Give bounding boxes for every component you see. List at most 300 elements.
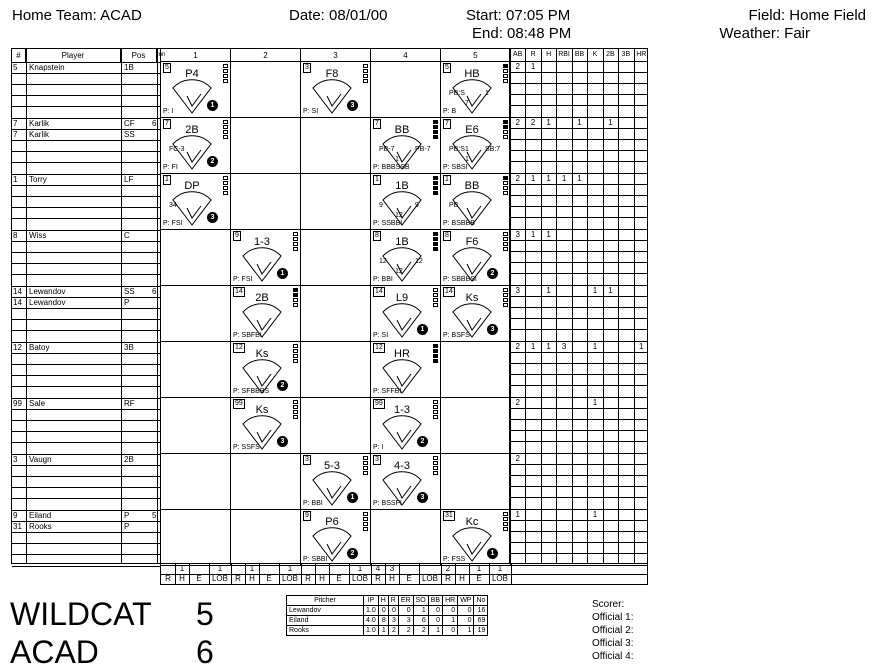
stat-value (634, 454, 649, 464)
stat-value (541, 62, 556, 72)
play-annotation: 1 (485, 90, 489, 97)
pitching-header-cell: IP (364, 596, 379, 606)
pitching-cell: Rooks (287, 626, 364, 636)
pitching-cell: Eiland (287, 616, 364, 626)
play-annotation: PB:S (449, 90, 465, 97)
stat-value: 1 (608, 286, 613, 295)
stat-value: 1 (546, 286, 551, 295)
batter-order-number: 7 (445, 120, 449, 127)
out-number-badge: 1 (347, 492, 358, 503)
play-result: Ks (255, 404, 269, 416)
pitching-cell: 3 (388, 616, 398, 626)
inning-header-4: 4 (371, 49, 441, 62)
player-sub-inning: 6 (152, 287, 157, 296)
stat-value (618, 230, 633, 240)
player-position: P (124, 522, 130, 531)
pitching-header-cell: No (474, 596, 488, 606)
official-1-label: Official 1: (592, 612, 634, 623)
stat-value (587, 62, 602, 72)
at-bat-entry[interactable] (441, 62, 511, 118)
stat-value (572, 230, 587, 240)
player-number: 1 (13, 175, 18, 184)
player-number: 14 (13, 287, 22, 296)
pitch-sequence: P: FSI (163, 220, 183, 227)
pitching-cell: 8 (378, 616, 388, 626)
weather-label: Weather: Fair (719, 25, 810, 42)
inning-total-value: 1 (249, 564, 255, 573)
stat-value (556, 398, 571, 408)
pitch-sequence: P: SBSI (443, 164, 468, 171)
at-bat-entry[interactable] (371, 286, 441, 342)
at-bat-entry[interactable] (371, 230, 441, 286)
pitching-row (287, 616, 488, 626)
at-bat-box[interactable] (231, 62, 301, 118)
stat-value (603, 342, 618, 352)
stat-value: 1 (561, 174, 567, 183)
stat-header: HR (636, 51, 647, 58)
stat-value: 1 (608, 118, 613, 127)
stat-value: 1 (546, 174, 551, 183)
at-bat-box[interactable] (231, 118, 301, 174)
stat-value (525, 398, 540, 408)
play-annotation: PB-7 (415, 146, 431, 153)
pitching-cell: 2 (388, 626, 398, 636)
play-annotation: PB:S1 (449, 146, 469, 153)
inning-total-label: H (459, 574, 465, 583)
official-3-label: Official 3: (592, 638, 634, 649)
pitching-cell: 4.0 (364, 616, 379, 626)
player-position: P (124, 511, 130, 520)
at-bat-box[interactable] (441, 398, 511, 454)
stat-value (634, 286, 649, 296)
inning-total-label: E (406, 574, 412, 583)
play-result: 5-3 (324, 460, 340, 472)
at-bat-box[interactable] (301, 286, 371, 342)
scorer-label: Scorer: (592, 599, 625, 610)
batter-order-number: 9 (305, 512, 309, 519)
inning-total-value (455, 564, 469, 574)
player-number: 7 (13, 130, 18, 139)
inning-total-value: 2 (445, 564, 451, 573)
at-bat-box[interactable] (301, 398, 371, 454)
inning-total-value (189, 564, 209, 574)
stat-value (556, 454, 571, 464)
bases-reached-indicator (433, 344, 439, 364)
at-bat-box[interactable] (161, 510, 231, 566)
pitch-sequence: P: SSBBI (373, 220, 403, 227)
at-bat-entry[interactable] (231, 230, 301, 286)
stat-value: 2 (515, 62, 520, 71)
inning-total-value: 1 (179, 564, 185, 573)
roster-header-inn: Inn (157, 52, 166, 58)
bases-reached-indicator (433, 456, 439, 476)
play-result: L9 (395, 292, 409, 304)
inning-total-label: LOB (421, 574, 438, 583)
batter-order-number: 1 (445, 176, 449, 183)
player-number: 7 (13, 119, 18, 128)
play-annotation: 9 (415, 202, 419, 209)
pitch-sequence: P: SSFS (233, 444, 260, 451)
inning-total-label: LOB (281, 574, 298, 583)
at-bat-box[interactable] (441, 342, 511, 398)
stat-value (618, 454, 633, 464)
stat-value (572, 510, 587, 520)
stat-value (603, 62, 618, 72)
stat-value: 1 (530, 62, 536, 71)
at-bat-entry[interactable] (161, 174, 231, 230)
stat-value (541, 398, 556, 408)
stat-value (556, 230, 571, 240)
inning-total-label: H (319, 574, 325, 583)
pitching-cell: 0 (428, 616, 442, 626)
player-position: 2B (124, 455, 134, 464)
at-bat-entry[interactable] (441, 174, 511, 230)
team1-name: WILDCAT (10, 596, 152, 632)
player-position: CF (124, 119, 135, 128)
play-result: E6 (465, 124, 479, 136)
stat-value (603, 398, 618, 408)
play-annotation: 12 (395, 212, 403, 219)
at-bat-entry[interactable] (301, 62, 371, 118)
pitching-row (287, 606, 488, 616)
pitching-cell: 0 (388, 606, 398, 616)
inning-total-label: E (336, 574, 342, 583)
player-name: Rooks (29, 522, 52, 531)
stat-value (572, 62, 587, 72)
at-bat-box[interactable] (301, 174, 371, 230)
stat-value (618, 286, 633, 296)
bases-reached-indicator (363, 64, 369, 84)
at-bat-entry[interactable] (301, 454, 371, 510)
stat-value: 1 (592, 342, 598, 351)
stat-value: 2 (530, 118, 536, 127)
out-number-badge: 2 (277, 380, 288, 391)
play-result: 1B (395, 236, 409, 248)
inning-total-label: E (476, 574, 482, 583)
at-bat-entry[interactable] (441, 230, 511, 286)
field-label: Field: Home Field (748, 7, 866, 24)
batter-order-number: 12 (235, 344, 243, 351)
roster-header-player: Player (26, 49, 121, 62)
bases-reached-indicator (223, 176, 229, 196)
pitching-cell: 3 (398, 616, 413, 626)
official-4-label: Official 4: (592, 651, 634, 662)
pitch-sequence: P: I (373, 444, 384, 451)
play-result: HR (394, 348, 410, 360)
roster-header-pos: Pos (121, 49, 157, 62)
stat-value (572, 286, 587, 296)
at-bat-box[interactable] (231, 174, 301, 230)
play-result: 1B (395, 180, 409, 192)
stat-value: 1 (546, 342, 551, 351)
stat-value: 1 (592, 510, 598, 519)
stat-header: 2B (606, 51, 615, 58)
stat-value (634, 118, 649, 128)
stat-value: 1 (530, 174, 536, 183)
pitching-cell: 0 (378, 606, 388, 616)
play-result: 2B (255, 292, 269, 304)
home-team-label: Home Team: ACAD (12, 7, 142, 24)
stat-value (572, 398, 587, 408)
stat-header: K (592, 51, 598, 58)
pitch-sequence: P: B (443, 108, 457, 115)
pitch-sequence: P: FSS (443, 556, 466, 563)
bases-reached-indicator (223, 120, 229, 140)
date-label: Date: 08/01/00 (289, 7, 388, 24)
inning-totals-row (160, 563, 648, 585)
out-number-badge: 2 (347, 548, 358, 559)
stat-value: 2 (515, 398, 520, 407)
inning-total-value: 1 (357, 564, 363, 573)
player-number: 12 (13, 343, 22, 352)
pitch-sequence: P: SFFBI (373, 388, 402, 395)
player-position: SS (124, 130, 135, 139)
play-result: 1-3 (254, 236, 270, 248)
pitching-cell: 1 (428, 626, 442, 636)
stat-value (618, 118, 633, 128)
stat-value: 2 (515, 454, 520, 463)
pitching-cell: 0 (443, 626, 458, 636)
pitching-header-cell: ER (398, 596, 413, 606)
out-number-badge: 1 (417, 324, 428, 335)
out-number-badge: 1 (487, 548, 498, 559)
stat-value: 2 (515, 342, 520, 351)
at-bat-entry[interactable] (301, 510, 371, 566)
bases-reached-indicator (293, 232, 299, 252)
player-number: 5 (13, 63, 18, 72)
at-bat-box[interactable] (301, 230, 371, 286)
batter-order-number: 31 (445, 512, 453, 519)
bases-reached-indicator (363, 512, 369, 532)
at-bat-box[interactable] (161, 230, 231, 286)
at-bat-box[interactable] (161, 342, 231, 398)
start-time-label: Start: 07:05 PM (466, 7, 571, 24)
play-annotation: 1 (395, 156, 399, 163)
player-name: Eiland (29, 511, 52, 520)
inning-total-value (231, 564, 245, 574)
batter-order-number: 5 (165, 64, 169, 71)
pitch-sequence: P: BSSFI (373, 500, 402, 507)
at-bat-box[interactable] (231, 510, 301, 566)
at-bat-box[interactable] (301, 342, 371, 398)
pitching-cell: 0 (443, 606, 458, 616)
pitching-cell: 69 (474, 616, 488, 626)
pitching-table (286, 595, 488, 636)
at-bat-entry[interactable] (441, 118, 511, 174)
inning-total-value: 1 (217, 564, 223, 573)
pitch-sequence: P: SFBBBS (233, 388, 270, 395)
play-annotation: 12 (415, 258, 423, 265)
player-number: 3 (13, 455, 18, 464)
inning-total-label: E (196, 574, 202, 583)
stat-value: 3 (515, 286, 520, 295)
pitching-cell: 2 (398, 626, 413, 636)
pitching-row (287, 626, 488, 636)
batter-order-number: 3 (305, 64, 309, 71)
at-bat-entry[interactable] (441, 286, 511, 342)
out-number-badge: 3 (347, 100, 358, 111)
stat-value (541, 510, 556, 520)
pitching-header-cell: BB (428, 596, 442, 606)
stat-value: 1 (546, 230, 551, 239)
player-name: Karlik (29, 119, 50, 128)
player-name: Lewandov (29, 287, 66, 296)
stat-header: R (530, 51, 536, 58)
stat-value: 3 (515, 230, 520, 239)
at-bat-entry[interactable] (231, 286, 301, 342)
bases-reached-indicator (433, 288, 439, 308)
inning-total-label: LOB (491, 574, 508, 583)
stat-value (572, 454, 587, 464)
pitch-sequence: P: BSFS (443, 332, 470, 339)
stat-header: RBI (558, 51, 570, 58)
play-annotation: 12 (379, 258, 387, 265)
play-result: 2B (185, 124, 199, 136)
batter-order-number: 1 (165, 176, 169, 183)
at-bat-entry[interactable] (371, 398, 441, 454)
at-bat-box[interactable] (301, 118, 371, 174)
player-sub-inning: 5 (152, 511, 157, 520)
team1-runs: 5 (196, 596, 214, 632)
at-bat-entry[interactable] (371, 454, 441, 510)
at-bat-entry[interactable] (371, 174, 441, 230)
bases-reached-indicator (433, 176, 439, 196)
player-sub-inning: 6 (152, 119, 157, 128)
play-result: BB (394, 124, 410, 136)
stat-value: 3 (561, 342, 567, 351)
at-bat-entry[interactable] (231, 398, 301, 454)
player-number: 8 (13, 231, 18, 240)
player-name: Sale (29, 399, 46, 408)
inning-total-label: H (179, 574, 185, 583)
inning-total-label: R (375, 574, 381, 583)
stat-value: 2 (515, 118, 520, 127)
pitching-cell: 6 (413, 616, 428, 626)
bases-reached-indicator (293, 288, 299, 308)
inning-header-3: 3 (301, 49, 371, 62)
stat-value (618, 342, 633, 352)
player-name: Vaugn (29, 455, 52, 464)
pitching-cell: 0 (428, 606, 442, 616)
at-bat-entry[interactable] (371, 342, 441, 398)
stat-value (556, 286, 571, 296)
stat-value (603, 454, 618, 464)
out-number-badge: 3 (207, 212, 218, 223)
player-position: RF (124, 399, 135, 408)
at-bat-entry[interactable] (231, 342, 301, 398)
stat-value (618, 62, 633, 72)
player-position: P (124, 298, 130, 307)
pitching-cell: 16 (474, 606, 488, 616)
inning-total-label: LOB (211, 574, 228, 583)
play-annotation: 9 (379, 202, 383, 209)
at-bat-box[interactable] (161, 454, 231, 510)
play-result: P6 (325, 516, 339, 528)
at-bat-box[interactable] (161, 398, 231, 454)
out-number-badge: 2 (487, 268, 498, 279)
inning-header-5: 5 (441, 49, 511, 62)
inning-total-label: H (389, 574, 395, 583)
play-annotation: PB (449, 202, 459, 209)
play-result: DP (184, 180, 200, 192)
inning-total-value: 1 (476, 564, 482, 573)
at-bat-entry[interactable] (441, 510, 511, 566)
stat-value: 1 (515, 510, 520, 519)
at-bat-box[interactable] (371, 510, 441, 566)
stat-value (634, 398, 649, 408)
play-result: Ks (255, 348, 269, 360)
stat-header: BB (574, 51, 585, 58)
team2-name: ACAD (10, 634, 99, 670)
inning-total-label: R (165, 574, 171, 583)
stat-value: 1 (639, 342, 644, 351)
player-name: Wiss (29, 231, 47, 240)
play-annotation: 1 (465, 156, 469, 163)
stat-value (556, 118, 571, 128)
pitch-sequence: P: BBBSSB (373, 164, 410, 171)
stat-value (525, 510, 540, 520)
pitching-cell: 2 (413, 626, 428, 636)
inning-total-label: E (266, 574, 272, 583)
out-number-badge: 3 (277, 436, 288, 447)
pitching-cell: 0 (398, 606, 413, 616)
stat-value: 1 (577, 118, 582, 127)
inning-total-value: 4 (375, 564, 381, 573)
bases-reached-indicator (223, 64, 229, 84)
play-result: F8 (325, 68, 339, 80)
at-bat-box[interactable] (161, 286, 231, 342)
pitch-sequence: P: I (163, 108, 174, 115)
at-bat-box[interactable] (441, 454, 511, 510)
at-bat-entry[interactable] (161, 62, 231, 118)
stat-value (587, 118, 602, 128)
at-bat-entry[interactable] (371, 118, 441, 174)
at-bat-box[interactable] (371, 62, 441, 118)
pitching-header-row (287, 596, 488, 606)
stat-value: 1 (530, 230, 536, 239)
pitching-header-cell: Pitcher (287, 596, 364, 606)
pitching-header-cell: HR (443, 596, 458, 606)
stat-value (634, 174, 649, 184)
stat-value (556, 510, 571, 520)
roster-panel (11, 48, 166, 564)
player-name: Batoy (29, 343, 50, 352)
batter-order-number: 99 (235, 400, 243, 407)
out-number-badge: 1 (277, 268, 288, 279)
batter-order-number: 9 (235, 232, 239, 239)
play-annotation: 34 (169, 202, 177, 209)
pitching-cell: 0 (458, 616, 474, 626)
player-name: Torry (29, 175, 47, 184)
batting-stats-grid (509, 48, 648, 564)
stat-value: 1 (577, 174, 582, 183)
batter-order-number: 14 (445, 288, 453, 295)
at-bat-box[interactable] (231, 454, 301, 510)
play-annotation: 7 (465, 100, 469, 107)
batter-order-number: 8 (375, 232, 379, 239)
at-bat-entry[interactable] (161, 118, 231, 174)
bases-reached-indicator (433, 120, 439, 140)
player-position: LF (124, 175, 134, 184)
officials-block (592, 598, 634, 663)
play-result: P4 (185, 68, 199, 80)
bases-reached-indicator (293, 400, 299, 420)
play-result: 1-3 (394, 404, 410, 416)
pitch-sequence: P: SBBBSI (443, 276, 477, 283)
stat-value: 1 (546, 118, 551, 127)
pitch-sequence: P: FSI (233, 276, 253, 283)
inning-total-value (315, 564, 329, 574)
